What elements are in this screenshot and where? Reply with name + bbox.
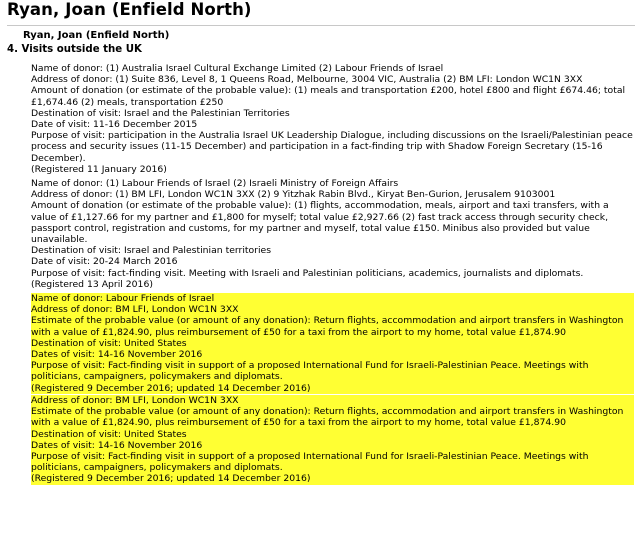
entry-line: Estimate of the probable value (or amount of any donation): Return flights, accommodation and airport transfers in Washington with a value of £1,824.90, plus reimbursement of £50 for a taxi from the airport to my home, total value £1,874.90 xyxy=(31,315,634,337)
visit-entry xyxy=(31,395,634,485)
entry-line: Destination of visit: Israel and the Palestinian Territories xyxy=(31,107,290,119)
entry-line: Name of donor: Labour Friends of Israel xyxy=(31,293,634,304)
entry-line: (Registered 13 April 2016) xyxy=(31,278,153,290)
entry-line: Date of visit: 20-24 March 2016 xyxy=(31,256,178,268)
entry-line: Amount of donation (or estimate of the probable value): (1) meals and transportation £200, hotel £800 and flight £674.46; total £1,674.46 (2) meals, transportation £250 xyxy=(31,85,626,108)
entry-line: Dates of visit: 14-16 November 2016 xyxy=(31,349,634,360)
visit-entry xyxy=(31,178,634,290)
entry-line: Name of donor: (1) Labour Friends of Israel (2) Israeli Ministry of Foreign Affairs xyxy=(31,178,399,190)
visit-entry xyxy=(31,293,634,394)
entry-line: (Registered 11 January 2016) xyxy=(31,163,167,175)
entry-line: (Registered 9 December 2016; updated 14 December 2016) xyxy=(31,473,634,484)
entry-line: Address of donor: BM LFI, London WC1N 3XX xyxy=(31,304,634,315)
member-name: Ryan, Joan (Enfield North) xyxy=(23,30,170,41)
entry-line: Purpose of visit: Fact-finding visit in support of a proposed International Fund for Israeli-Palestinian Peace. Meetings with politicians, campaigners, policymakers and diplomats. xyxy=(31,360,634,382)
entry-line: Purpose of visit: Fact-finding visit in support of a proposed International Fund for Israeli-Palestinian Peace. Meetings with politicians, campaigners, policymakers and diplomats. xyxy=(31,451,634,473)
entry-line: Date of visit: 11-16 December 2015 xyxy=(31,119,198,131)
entries-list xyxy=(31,63,634,486)
visit-entry xyxy=(31,63,634,175)
entry-line: Destination of visit: Israel and Palestinian territories xyxy=(31,245,272,257)
entry-line: Name of donor: (1) Australia Israel Cultural Exchange Limited (2) Labour Friends of Israel xyxy=(31,63,444,74)
entry-line: Destination of visit: United States xyxy=(31,429,634,440)
entry-line: Purpose of visit: fact-finding visit. Meeting with Israeli and Palestinian politicians, academics, journalists and diplomats. xyxy=(31,267,584,279)
entry-line: Amount of donation (or estimate of the probable value): (1) flights, accommodation, meals, airport and taxi transfers, with a value of £1,127.66 for my partner and £1,800 for myself; total value £2,927.66 (2) fast track access through security check, passport control, registration and customs, for my partner and myself, total value £150. Minibus also provided but value unavailable. xyxy=(31,200,609,246)
entry-line: Estimate of the probable value (or amount of any donation): Return flights, accommodation and airport transfers in Washington with a value of £1,824.90, plus reimbursement of £50 for a taxi from the airport to my home, total value £1,874.90 xyxy=(31,406,634,428)
title-divider xyxy=(7,25,635,26)
entry-line: Destination of visit: United States xyxy=(31,338,634,349)
entry-line: (Registered 9 December 2016; updated 14 December 2016) xyxy=(31,383,634,394)
page-title: Ryan, Joan (Enfield North) xyxy=(7,0,252,19)
entry-line: Dates of visit: 14-16 November 2016 xyxy=(31,440,634,451)
entry-line: Address of donor: (1) Suite 836, Level 8, 1 Queens Road, Melbourne, 3004 VIC, Australia (2) BM LFI: London WC1N 3XX xyxy=(31,74,583,86)
entry-line: Address of donor: BM LFI, London WC1N 3XX xyxy=(31,395,634,406)
section-heading: 4. Visits outside the UK xyxy=(7,44,142,55)
entry-line: Purpose of visit: participation in the Australia Israel UK Leadership Dialogue, including discussions on the Israeli/Palestinian peace process and security issues (11-15 December) and participation in a fact-finding trip with Shadow Foreign Secretary (15-16 December). xyxy=(31,130,633,164)
entry-line: Address of donor: (1) BM LFI, London WC1N 3XX (2) 9 Yitzhak Rabin Blvd., Kiryat Ben-Gurion, Jerusalem 9103001 xyxy=(31,189,556,201)
